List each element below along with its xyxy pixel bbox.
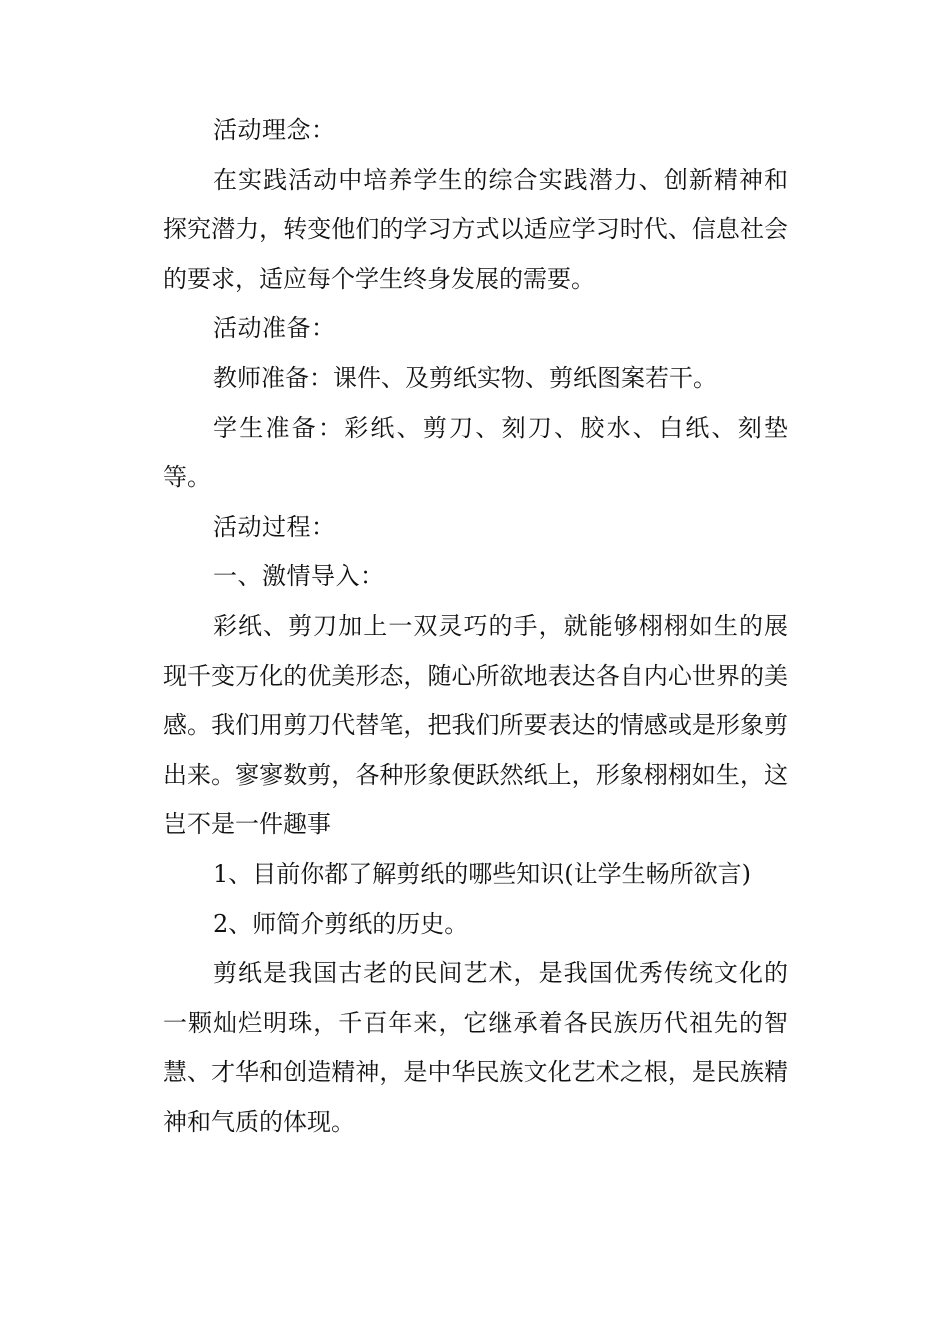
subheading-introduction: 一、激情导入： bbox=[213, 562, 385, 591]
paragraph-introduction: 彩纸、剪刀加上一双灵巧的手，就能够栩栩如生的展现千变万化的优美形态，随心所欲地表达各自内心世界的美感。我们用剪刀代替笔，把我们所要表达的情感或是形象剪出来。寥寥数剪，各种形象便跃然纸上，形象栩栩如生，这岂不是一件趣事 bbox=[163, 611, 788, 839]
paragraph-student-preparation: 学生准备：彩纸、剪刀、刻刀、胶水、白纸、刻垫等。 bbox=[163, 413, 788, 492]
document-body bbox=[163, 106, 788, 1147]
list-item-history: 2、师简介剪纸的历史。 bbox=[213, 909, 469, 938]
paragraph-history: 剪纸是我国古老的民间艺术，是我国优秀传统文化的一颗灿烂明珠，千百年来，它继承着各民族历代祖先的智慧、才华和创造精神，是中华民族文化艺术之根，是民族精神和气质的体现。 bbox=[163, 959, 788, 1136]
section-heading-concept: 活动理念： bbox=[213, 116, 336, 144]
list-item-knowledge: 1、目前你都了解剪纸的哪些知识(让学生畅所欲言) bbox=[213, 859, 751, 888]
paragraph-teacher-preparation: 教师准备：课件、及剪纸实物、剪纸图案若干。 bbox=[213, 363, 717, 392]
section-heading-process: 活动过程： bbox=[213, 512, 336, 541]
paragraph-concept: 在实践活动中培养学生的综合实践潜力、创新精神和探究潜力，转变他们的学习方式以适应学习时代、信息社会的要求，适应每个学生终身发展的需要。 bbox=[163, 165, 788, 293]
section-heading-preparation: 活动准备： bbox=[213, 314, 336, 343]
